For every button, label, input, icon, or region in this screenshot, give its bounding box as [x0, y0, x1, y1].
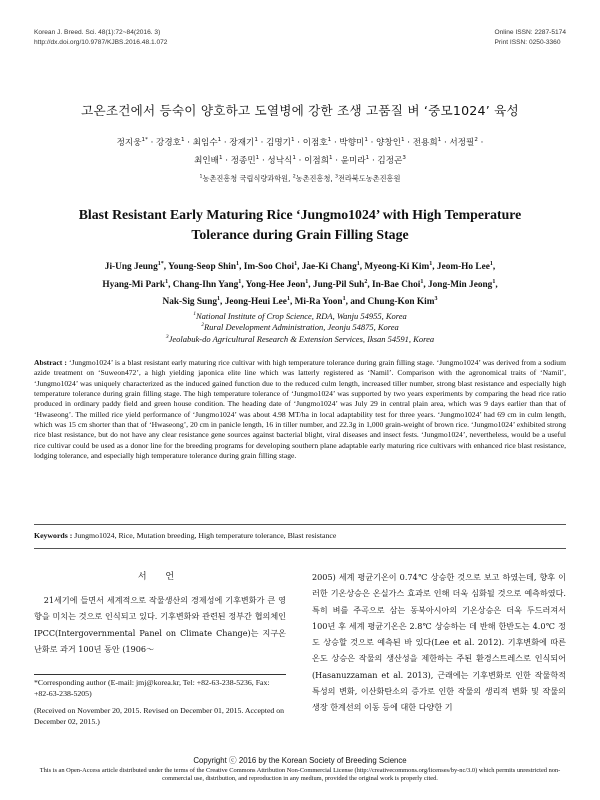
corresponding-author: *Corresponding author (E-mail: jmj@korea.kr, Tel: +82-63-238-5236, Fax: +82-63-238-5205) — [34, 678, 270, 698]
divider-top — [34, 524, 566, 525]
english-affiliations — [0, 311, 600, 345]
english-authors — [48, 259, 552, 312]
english-authors-line1: Ji-Ung Jeung$^{1*}$, Young-Seop Shin$^1$, Im-Soo Choi$^1$, Jae-Ki Chang$^1$, Myeong-Ki Kim$^1$, Jeom-Ho Lee$^1$, — [104, 260, 496, 272]
affiliation-2: $^2$Rural Development Administration, Jeonju 54875, Korea — [201, 322, 399, 333]
english-title — [30, 205, 570, 245]
keywords-label: Keywords : — [34, 531, 73, 540]
print-issn: Print ISSN: 0250-3360 — [494, 39, 561, 46]
affiliation-1: $^1$National Institute of Crop Science, RDA, Wanju 54955, Korea — [193, 311, 407, 321]
abstract — [34, 358, 566, 461]
received-dates: (Received on November 20, 2015. Revised on December 01, 2015. Accepted on December 02, 2015.) — [34, 706, 285, 726]
copyright: Copyright ⓒ 2016 by the Korean Society of Breeding Science — [193, 756, 407, 765]
journal-citation: Korean J. Breed. Sci. 48(1):72~84(2016. 3) — [34, 29, 161, 36]
abstract-text: ‘Jungmo1024’ is a blast resistant early maturing rice cultivar with high temperature tolerance during grain filling stage. ‘Jungmo1024’ was derived from a sodium azide treatment on ‘Suweon472’, a high yielding japonica elite line which was latterly registered as ‘Namil’. Comparison with the agronomical traits of ‘Namil’, ‘Jungmo1024’ was uniquely characterized as the induced gained function due to the reduced culm length, increased tiller number, strong blast resistance and especially high temperature tolerance during grain filling stage. The high temperature tolerance of ‘Jungmo1024’ was supported by two years experiments by comparing the head rice ratio produced in ordinary paddy field and green house condition. The heading date of ‘Jungmo1024’ was July 29 in central plain area, which was 9 days earlier than that of ‘Hwaseong’. The milled rice yield performance of ‘Jungmo1024’ was about 4.98 MT/ha in local adaptability test for three years. ‘Jungmo1024’ had 69 cm in culm length, which was 15 cm shorter than that of ‘Hwaseong’, 20 cm in panicle length, 16 in tiller number, and 22.3g in 1,000 grain-weight of brown rice. ‘Jungmo1024’ exhibited strong rice blast resistance, but do not have any clear resistance gene sources against bacterial blight, viral diseases and insect fests. ‘Jungmo1024’, nevertheless, would be a useful rice cultivar could be used as a donor line for the breeding programs for developing southern plane adaptable early maturing rice cultivars with enhanced rice blast resistance, lodging tolerance, and especially high temperature tolerance during grain filling stage. — [34, 358, 566, 461]
english-title-line2: Tolerance during Grain Filling Stage — [191, 227, 409, 242]
divider-bottom — [34, 548, 566, 549]
english-authors-line3: Nak-Sig Sung$^1$, Jeong-Heui Lee$^1$, Mi-Ra Yoon$^1$, and Chung-Kon Kim$^3$ — [162, 295, 438, 307]
korean-authors-line1: 정지웅$^{1*}$ · 강경호$^1$ · 최임수$^1$ · 장재기$^1$ · 김명기$^1$ · 이점호$^1$ · 박향미$^1$ · 양창인$^1$ · 전용희$^1$ · 서정필$^2$ · — [116, 137, 484, 148]
intro-right-column: 2005) 세계 평균기온이 0.74℃ 상승한 것으로 보고 하였는데, 향후 이러한 기온상승은 온실가스 효과로 인해 더욱 심화될 것으로 예측하였다. 특히 벼를 주곡으로 삼는 동북아시아의 기온상승은 더욱 두드러져서 100년 후 세계 평균기온은 2.8℃ 상승하는 데 반해 한반도는 4.0℃ 정도 상승할 것으로 예측된 바 있다(Lee et al. 2012). 기후변화에 따른 온도 상승은 작물의 생산성을 제한하는 주된 환경스트레스로 인식되어 (Hasanuzzaman et al. 2013), 근래에는 기후변화로 인한 작물학적 특성의 변화, 이산화탄소의 증가로 인한 작물의 생리적 변화 및 작물의 생장 한계선의 이동 등에 대한 다양한 기 — [312, 572, 566, 713]
affiliation-3: $^3$Jeolabuk-do Agricultural Research & Extension Services, Iksan 54591, Korea — [165, 333, 435, 344]
intro-left-column: 21세기에 들면서 세계적으로 작물생산의 경제성에 기후변화가 큰 영향을 미치는 것으로 인식되고 있다. 기후변화와 관련된 정부간 협의체인 IPCC(Intergovernmental Panel on Climate Change)는 지구온난화로 과거 100년 동안 (1906～ — [34, 595, 286, 654]
keywords-text: Jungmo1024, Rice, Mutation breeding, High temperature tolerance, Blast resistance — [74, 531, 337, 540]
korean-authors — [60, 134, 540, 170]
journal-header — [34, 28, 167, 48]
keywords — [34, 531, 566, 540]
abstract-label: Abstract : — [34, 358, 67, 367]
online-issn: Online ISSN: 2287-5174 — [494, 29, 566, 36]
english-authors-line2: Hyang-Mi Park$^1$, Chang-Ihn Yang$^1$, Yong-Hee Jeon$^1$, Jung-Pil Suh$^2$, In-Bae Choi$^1$, Jong-Min Jeong$^1$, — [102, 278, 498, 290]
license-text: This is an Open-Access article distributed under the terms of the Creative Commons Attribution Non-Commercial License (http://creativecommons.org/licenses/by-nc/3.0) which permits unrestricted non-commercial use, distribution, and reproduction in any medium, provided the original work is properly cited. — [39, 767, 561, 783]
issn-header — [495, 28, 566, 48]
doi-link[interactable]: http://dx.doi.org/10.9787/KJBS.2016.48.1.072 — [34, 39, 168, 46]
section-heading: 서 언 — [137, 572, 183, 582]
english-title-line1: Blast Resistant Early Maturing Rice ‘Jungmo1024’ with High Temperature — [78, 207, 522, 222]
korean-affiliations: $^1$농촌진흥청 국립식량과학원, $^2$농촌진흥청, $^3$전라북도농촌진흥원 — [199, 174, 401, 183]
korean-authors-line2: 최인배$^1$ · 정종민$^1$ · 성낙식$^1$ · 이점희$^1$ · 윤미라$^1$ · 김정곤$^3$ — [194, 155, 406, 166]
korean-title: 고온조건에서 등숙이 양호하고 도열병에 강한 조생 고품질 벼 ‘중모1024’ 육성 — [81, 103, 519, 118]
footnote-rule — [34, 674, 286, 675]
